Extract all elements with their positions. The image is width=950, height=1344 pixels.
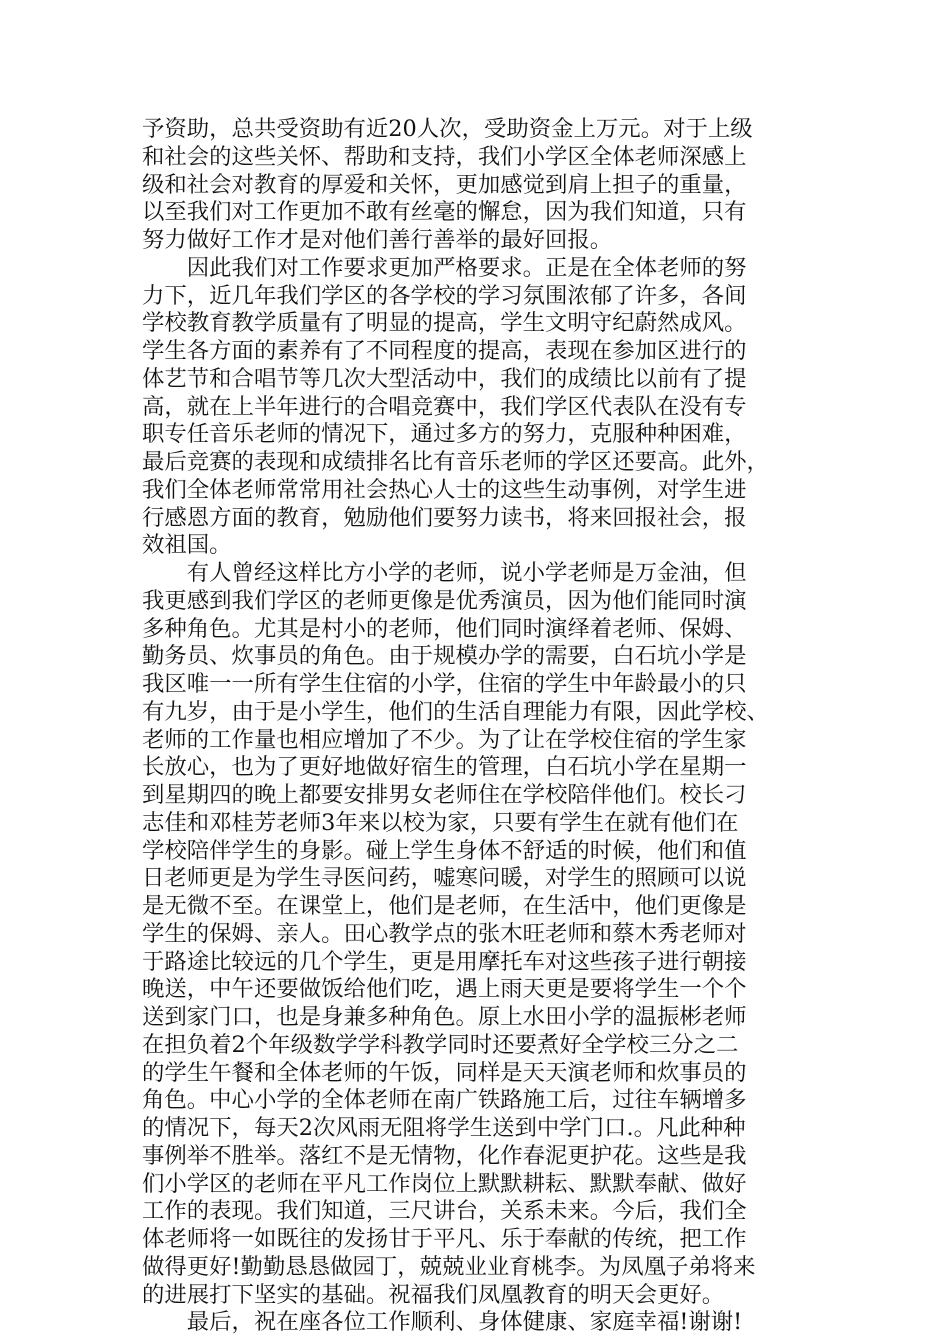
text-line: 在担负着2个年级数学学科教学同时还要煮好全学校三分之二	[142, 1031, 739, 1058]
text-line: 和社会的这些关怀、帮助和支持，我们小学区全体老师深感上	[142, 143, 747, 170]
text-line: 晚送，中午还要做饭给他们吃，遇上雨天更是要将学生一个个	[142, 976, 747, 1003]
text-line: 长放心，也为了更好地做好宿生的管理，白石坑小学在星期一	[142, 754, 747, 781]
paragraph-start-line: 因此我们对工作要求更加严格要求。正是在全体老师的努	[142, 254, 747, 281]
text-line: 的进展打下坚实的基础。祝福我们凤凰教育的明天会更好。	[142, 1281, 725, 1308]
text-line: 角色。中心小学的全体老师在南广铁路施工后，过往车辆增多	[142, 1087, 747, 1114]
text-line: 志佳和邓桂芳老师3年来以校为家，只要有学生在就有他们在	[142, 809, 739, 836]
text-line: 体艺节和合唱节等几次大型活动中，我们的成绩比以前有了提	[142, 365, 747, 392]
text-line: 事例举不胜举。落红不是无情物，化作春泥更护花。这些是我	[142, 1142, 747, 1169]
text-line: 学生各方面的素养有了不同程度的提高，表现在参加区进行的	[142, 338, 747, 364]
text-line: 多种角色。尤其是村小的老师，他们同时演绎着老师、保姆、	[142, 615, 747, 642]
text-line: 我更感到我们学区的老师更像是优秀演员，因为他们能同时演	[142, 587, 747, 614]
text-line: 送到家门口，也是身兼多种角色。原上水田小学的温振彬老师	[142, 1004, 747, 1030]
paragraph-start-line: 有人曾经这样比方小学的老师，说小学老师是万金油，但	[142, 560, 747, 586]
text-line: 行感恩方面的教育，勉励他们要努力读书，将来回报社会，报	[142, 504, 747, 531]
text-line: 工作的表现。我们知道，三尺讲台，关系未来。今后，我们全	[142, 1198, 747, 1225]
text-line: 老师的工作量也相应增加了不少。为了让在学校住宿的学生家	[142, 726, 747, 753]
text-line: 做得更好!勤勤恳恳做园丁，兢兢业业育桃李。为凤凰子弟将来	[142, 1253, 756, 1280]
text-line: 日老师更是为学生寻医问药，嘘寒问暖，对学生的照顾可以说	[142, 865, 747, 892]
text-line: 有九岁，由于是小学生，他们的生活自理能力有限，因此学校、	[142, 698, 769, 725]
text-line: 学生的保姆、亲人。田心教学点的张木旺老师和蔡木秀老师对	[142, 920, 747, 947]
text-line: 于路途比较远的几个学生，更是用摩托车对这些孩子进行朝接	[142, 948, 747, 975]
text-line: 以至我们对工作更加不敢有丝毫的懈怠，因为我们知道，只有	[142, 199, 747, 226]
text-line: 努力做好工作才是对他们善行善举的最好回报。	[142, 227, 613, 253]
text-line: 最后竞赛的表现和成绩排名比有音乐老师的学区还要高。此外，	[142, 449, 769, 475]
text-line: 到星期四的晚上都要安排男女老师住在学校陪伴他们。校长刁	[142, 782, 747, 808]
text-line: 职专任音乐老师的情况下，通过多方的努力，克服种种困难，	[142, 421, 747, 448]
text-line: 我们全体老师常常用社会热心人士的这些生动事例，对学生进	[142, 476, 747, 503]
text-line: 是无微不至。在课堂上，他们是老师，在生活中，他们更像是	[142, 893, 747, 919]
text-line: 勤务员、炊事员的角色。由于规模办学的需要，白石坑小学是	[142, 643, 747, 670]
text-line: 学校教育教学质量有了明显的提高，学生文明守纪蔚然成风。	[142, 310, 747, 337]
text-line: 的学生午餐和全体老师的午饭，同样是天天演老师和炊事员的	[142, 1059, 747, 1086]
text-line: 学校陪伴学生的身影。碰上学生身体不舒适的时候，他们和值	[142, 837, 747, 864]
text-line: 体老师将一如既往的发扬甘于平凡、乐于奉献的传统，把工作	[142, 1226, 747, 1252]
text-line: 效祖国。	[142, 532, 232, 559]
text-line: 们小学区的老师在平凡工作岗位上默默耕耘、默默奉献、做好	[142, 1170, 747, 1197]
text-line: 力下，近几年我们学区的各学校的学习氛围浓郁了许多，各间	[142, 282, 747, 309]
text-line: 级和社会对教育的厚爱和关怀，更加感觉到肩上担子的重量，	[142, 171, 747, 198]
text-line: 我区唯一一所有学生住宿的小学，住宿的学生中年龄最小的只	[142, 671, 747, 697]
text-line: 予资助，总共受资助有近20人次，受助资金上万元。对于上级	[142, 116, 753, 142]
speech-text-body	[142, 116, 832, 1337]
paragraph-start-line: 最后，祝在座各位工作顺利、身体健康、家庭幸福!谢谢!	[142, 1309, 743, 1336]
text-line: 的情况下，每天2次风雨无阻将学生送到中学门口.。凡此种种	[142, 1115, 746, 1141]
text-line: 高，就在上半年进行的合唱竞赛中，我们学区代表队在没有专	[142, 393, 747, 420]
